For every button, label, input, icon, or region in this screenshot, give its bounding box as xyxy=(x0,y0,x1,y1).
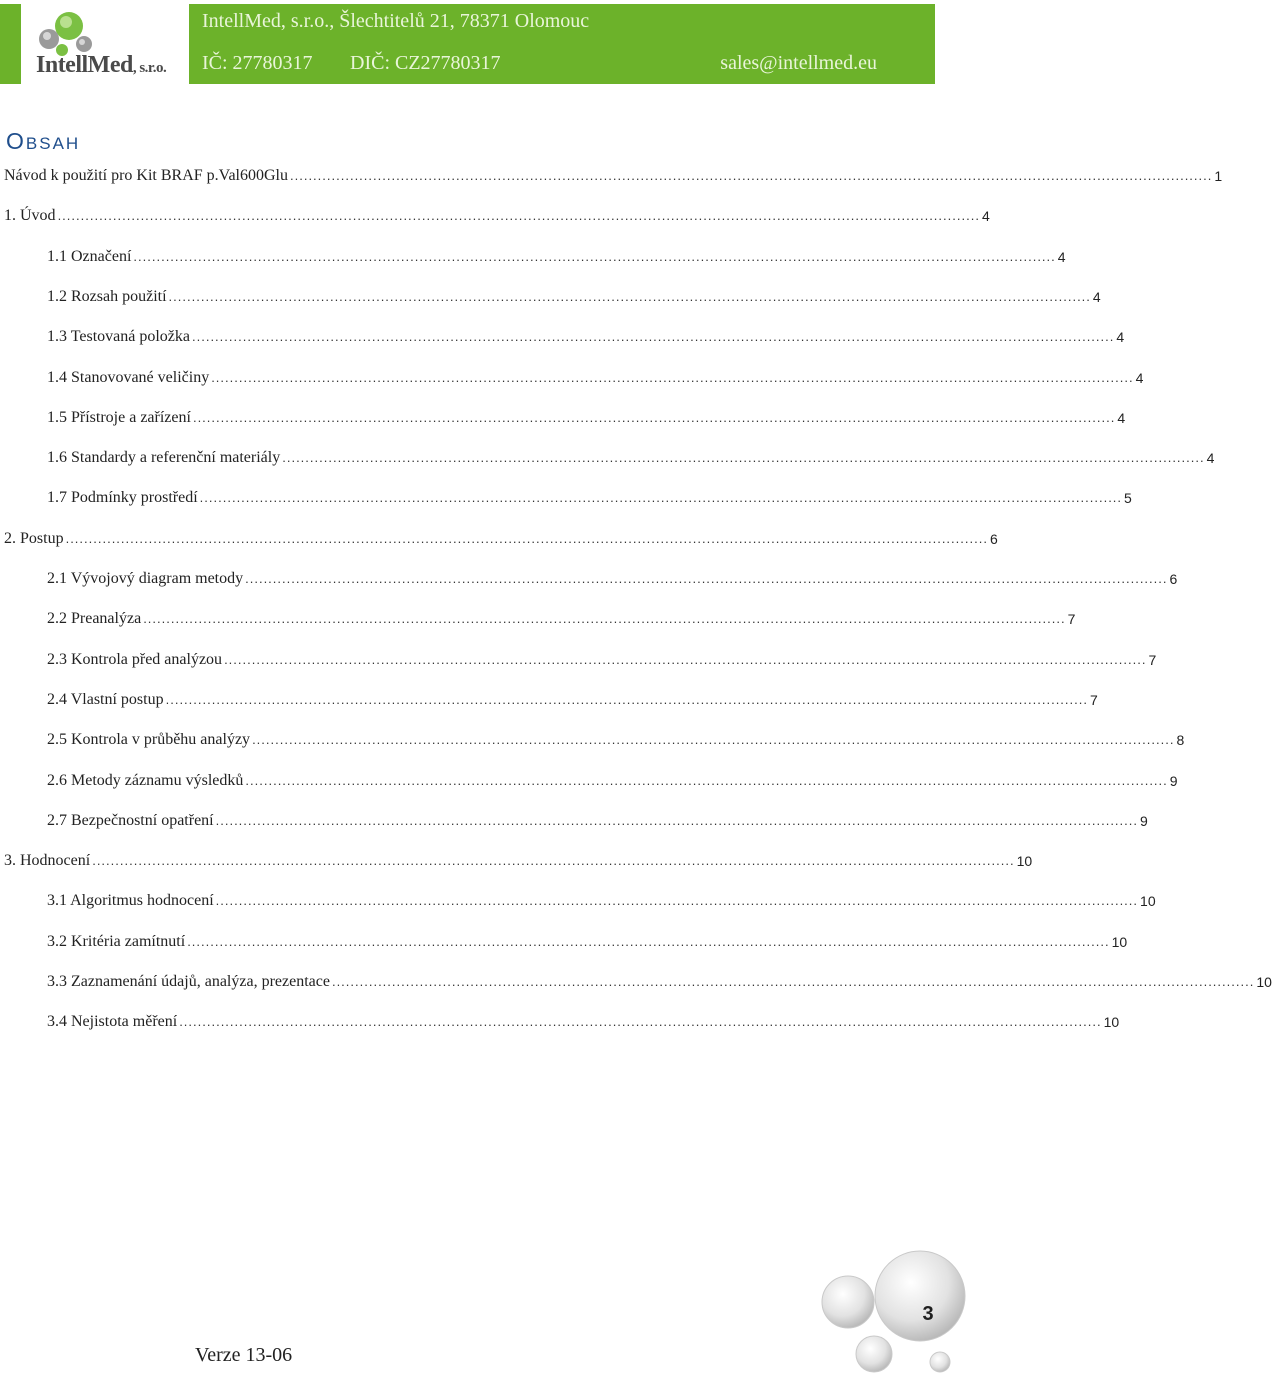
toc-leader-dots: ........................................................................................................................................................................................................ xyxy=(224,651,1147,667)
toc-entry-page: 10 xyxy=(1016,853,1033,870)
toc-entry[interactable] xyxy=(0,396,1126,436)
toc-entry-row xyxy=(47,889,1156,911)
toc-entry-row xyxy=(47,486,1132,508)
toc-entry[interactable] xyxy=(0,597,1076,637)
toc-leader-dots: ........................................................................................................................................................................................................ xyxy=(143,611,1066,627)
toc-entry-row xyxy=(4,849,1033,871)
toc-entry[interactable] xyxy=(0,557,1178,597)
toc-entry-label: 1.1 Označení xyxy=(47,247,132,265)
toc-heading: OBSAH xyxy=(6,128,81,154)
toc-entry[interactable] xyxy=(0,476,1132,516)
toc-entry-row xyxy=(47,769,1178,791)
toc-entry[interactable] xyxy=(0,799,1148,839)
toc-leader-dots: ........................................................................................................................................................................................................ xyxy=(215,893,1139,909)
toc-entry[interactable] xyxy=(0,960,1272,1000)
toc-leader-dots: ........................................................................................................................................................................................................ xyxy=(65,530,988,546)
toc-entry-label: 1.3 Testovaná položka xyxy=(47,328,190,346)
toc-leader-dots: ........................................................................................................................................................................................................ xyxy=(192,409,1116,425)
toc-entry-row xyxy=(4,204,990,226)
toc-entry-row xyxy=(47,245,1066,267)
toc-entry-label: 1.4 Stanovované veličiny xyxy=(47,368,210,386)
toc-entry-page: 10 xyxy=(1103,1014,1120,1031)
toc-leader-dots: ........................................................................................................................................................................................................ xyxy=(215,812,1138,828)
toc-leader-dots: ........................................................................................................................................................................................................ xyxy=(168,288,1091,304)
toc-entry-label: 2.2 Preanalýza xyxy=(47,610,142,628)
toc-entry-row xyxy=(47,648,1157,670)
toc-entry[interactable] xyxy=(0,154,1223,194)
toc-entry-page: 8 xyxy=(1176,732,1185,749)
toc-leader-dots: ........................................................................................................................................................................................................ xyxy=(179,1014,1102,1030)
toc-entry-label: 3.2 Kritéria zamítnutí xyxy=(47,932,186,950)
header-left-accent-bar xyxy=(0,4,21,84)
toc-entry[interactable] xyxy=(0,1000,1120,1040)
toc-entry-page: 10 xyxy=(1140,893,1156,910)
toc-entry[interactable] xyxy=(0,194,990,234)
toc-entry-row xyxy=(4,527,998,549)
toc-entry-row xyxy=(47,970,1272,992)
toc-entry-page: 6 xyxy=(1169,571,1178,587)
toc-entry-row xyxy=(47,325,1125,347)
toc-entry[interactable] xyxy=(0,638,1157,678)
toc-entry-label: 2.3 Kontrola před analýzou xyxy=(47,650,223,668)
toc-entry-row xyxy=(47,567,1178,589)
toc-entry-page: 4 xyxy=(981,208,990,225)
toc-entry-label: 2.1 Vývojový diagram metody xyxy=(47,570,244,587)
toc-entry-label: 2.4 Vlastní postup xyxy=(47,690,164,708)
toc-entry-label: 1.6 Standardy a referenční materiály xyxy=(47,449,281,467)
toc-leader-dots: ........................................................................................................................................................................................................ xyxy=(199,490,1123,506)
toc-entry-row xyxy=(47,285,1101,307)
toc-entry-row xyxy=(47,809,1148,831)
toc-entry-label: 1.5 Přístroje a zařízení xyxy=(47,408,191,426)
toc-leader-dots: ........................................................................................................................................................................................................ xyxy=(252,732,1175,748)
toc-entry-label: 3. Hodnocení xyxy=(4,852,91,870)
toc-leader-dots: ........................................................................................................................................................................................................ xyxy=(57,208,980,224)
toc-leader-dots: ........................................................................................................................................................................................................ xyxy=(211,369,1134,385)
toc-entry-page: 9 xyxy=(1169,772,1178,789)
page-number-badge xyxy=(812,1244,960,1377)
toc-entry[interactable] xyxy=(0,678,1098,718)
toc-leader-dots: ........................................................................................................................................................................................................ xyxy=(192,329,1115,345)
toc-leader-dots: ........................................................................................................................................................................................................ xyxy=(282,450,1205,466)
toc-leader-dots: ........................................................................................................................................................................................................ xyxy=(245,571,1168,586)
toc-entry-label: 3.1 Algoritmus hodnocení xyxy=(47,892,214,910)
toc-entry-page: 1 xyxy=(1214,168,1223,184)
toc-entry-page: 7 xyxy=(1089,691,1098,708)
toc-entry-page: 4 xyxy=(1057,248,1066,265)
toc-entry-label: 1.2 Rozsah použití xyxy=(47,287,167,305)
toc-entry[interactable] xyxy=(0,718,1185,758)
toc-entry-page: 5 xyxy=(1124,490,1132,507)
toc-entry-page: 10 xyxy=(1111,933,1128,950)
toc-entry-label: 1.7 Podmínky prostředí xyxy=(47,489,198,507)
toc-entry[interactable] xyxy=(0,839,1033,879)
toc-entry-row xyxy=(47,607,1076,629)
toc-entry-row xyxy=(47,930,1128,952)
toc-entry-label: 3.4 Nejistota měření xyxy=(47,1013,178,1031)
toc-entry[interactable] xyxy=(0,436,1215,476)
toc-entry-label: Návod k použití pro Kit BRAF p.Val600Glu xyxy=(4,167,288,184)
toc-entry-page: 4 xyxy=(1135,369,1144,386)
toc-entry-page: 7 xyxy=(1148,651,1157,668)
toc-leader-dots: ........................................................................................................................................................................................................ xyxy=(290,168,1213,183)
toc-entry-page: 6 xyxy=(989,530,998,547)
logo-wordmark: IntellMed, s.r.o. xyxy=(36,52,167,78)
document-version: Verze 13-06 xyxy=(195,1344,293,1366)
toc-entry-label: 3.3 Zaznamenání údajů, analýza, prezentace xyxy=(47,973,330,990)
toc-entry[interactable] xyxy=(0,879,1156,919)
company-address: IntellMed, s.r.o., Šlechtitelů 21, 78371 Olomouc xyxy=(202,10,590,32)
company-dic: DIČ: CZ27780317 xyxy=(350,52,501,74)
toc-entry-label: 2.5 Kontrola v průběhu analýzy xyxy=(47,731,251,749)
toc-entry-page: 10 xyxy=(1256,974,1272,990)
page-number: 3 xyxy=(922,1303,934,1325)
toc-leader-dots: ........................................................................................................................................................................................................ xyxy=(92,853,1015,869)
toc-entry[interactable] xyxy=(0,275,1101,315)
toc-entry-row xyxy=(47,728,1185,750)
toc-entry[interactable] xyxy=(0,315,1125,355)
toc-leader-dots: ........................................................................................................................................................................................................ xyxy=(133,248,1056,264)
toc-entry-row xyxy=(47,446,1215,468)
toc-entry-label: 1. Úvod xyxy=(4,207,56,225)
toc-entry-row xyxy=(47,1010,1120,1032)
company-email: sales@intellmed.eu xyxy=(720,52,877,74)
toc-entry[interactable] xyxy=(0,759,1178,799)
toc-entry[interactable] xyxy=(0,235,1066,275)
toc-entry[interactable] xyxy=(0,517,998,557)
toc-entry-page: 9 xyxy=(1140,812,1148,829)
toc-entry-page: 4 xyxy=(1092,288,1101,305)
toc-entry-label: 2.6 Metody záznamu výsledků xyxy=(47,771,244,789)
toc-entry-label: 2. Postup xyxy=(4,529,64,547)
toc-entry-label: 2.7 Bezpečnostní opatření xyxy=(47,811,214,829)
toc-entry-page: 4 xyxy=(1116,329,1125,346)
toc-entry[interactable] xyxy=(0,920,1128,960)
toc-entry-row xyxy=(47,688,1098,710)
toc-leader-dots: ........................................................................................................................................................................................................ xyxy=(187,933,1110,949)
toc-entry-page: 4 xyxy=(1117,409,1126,426)
toc-entry-row xyxy=(4,164,1223,186)
toc-entry-page: 7 xyxy=(1067,611,1076,628)
header-contact-band xyxy=(189,4,935,84)
toc-leader-dots: ........................................................................................................................................................................................................ xyxy=(245,772,1168,788)
toc-entry[interactable] xyxy=(0,356,1144,396)
toc-entry-page: 4 xyxy=(1206,450,1215,467)
toc-entry-row xyxy=(47,366,1144,388)
company-ic: IČ: 27780317 xyxy=(202,52,313,74)
toc-leader-dots: ........................................................................................................................................................................................................ xyxy=(165,691,1088,707)
toc-leader-dots: ........................................................................................................................................................................................................ xyxy=(331,974,1255,989)
toc-entry-row xyxy=(47,406,1126,428)
